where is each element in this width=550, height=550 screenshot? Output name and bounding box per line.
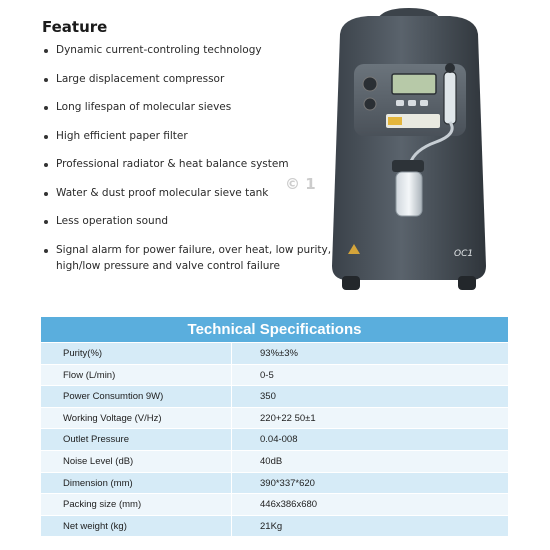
- spec-label: Net weight (kg): [41, 516, 231, 537]
- spec-label: Purity(%): [41, 343, 231, 364]
- feature-item-text: Large displacement compressor: [56, 72, 225, 85]
- feature-title: Feature: [42, 18, 108, 36]
- spec-value: 446x386x680: [231, 494, 508, 515]
- bullet-icon: [44, 220, 48, 224]
- key-1: [396, 100, 404, 106]
- feature-item: [44, 242, 344, 282]
- key-2: [408, 100, 416, 106]
- feature-item-text: Dynamic current-controling technology: [56, 44, 262, 56]
- humidifier-bottle: [396, 172, 422, 216]
- watermark: © 1: [285, 175, 316, 193]
- power-button: [363, 77, 377, 91]
- spec-value: 40dB: [231, 451, 508, 472]
- spec-value: 0-5: [231, 365, 508, 386]
- bullet-icon: [44, 106, 48, 110]
- spec-value: 21Kg: [231, 516, 508, 537]
- model-badge: OC1: [454, 249, 474, 259]
- bullet-icon: [44, 135, 48, 139]
- spec-label: Noise Level (dB): [41, 451, 231, 472]
- spec-label: Outlet Pressure: [41, 429, 231, 450]
- feature-item-text: Water & dust proof molecular sieve tank: [56, 186, 269, 199]
- spec-label: Flow (L/min): [41, 365, 231, 386]
- flowmeter-knob: [445, 63, 455, 73]
- table-row: [41, 364, 508, 386]
- spec-label: Working Voltage (V/Hz): [41, 408, 231, 429]
- feature-item: [44, 213, 344, 242]
- humidifier-cap: [392, 160, 424, 172]
- bullet-icon: [44, 192, 48, 196]
- bullet-icon: [44, 163, 48, 167]
- feature-item: [44, 71, 344, 100]
- table-row: [41, 450, 508, 472]
- table-row: [41, 515, 508, 537]
- spec-label: Dimension (mm): [41, 473, 231, 494]
- spec-value: 93%±3%: [231, 343, 508, 364]
- spec-value: 350: [231, 386, 508, 407]
- brand-sticker: [388, 117, 402, 125]
- wheel-right: [458, 276, 476, 290]
- table-row: [41, 385, 508, 407]
- spec-value: 220+22 50±1: [231, 408, 508, 429]
- table-row: [41, 342, 508, 364]
- feature-item: [44, 128, 344, 157]
- specs-header: Technical Specifications: [41, 317, 508, 342]
- spec-label: Packing size (mm): [41, 494, 231, 515]
- table-row: [41, 428, 508, 450]
- spec-value: 0.04-008: [231, 429, 508, 450]
- table-row: [41, 407, 508, 429]
- key-3: [420, 100, 428, 106]
- device-body: [332, 16, 486, 280]
- feature-list: [44, 42, 344, 282]
- feature-item-text: High efficient paper filter: [56, 129, 188, 142]
- lcd-display: [392, 74, 436, 94]
- spec-value: 390*337*620: [231, 473, 508, 494]
- oxygen-concentrator-image: [318, 4, 500, 294]
- feature-item: [44, 42, 344, 71]
- bullet-icon: [44, 249, 48, 253]
- technical-specifications-table: [41, 317, 508, 536]
- flowmeter: [444, 72, 456, 124]
- feature-item: [44, 99, 344, 128]
- oxygen-concentrator-illustration: [318, 4, 500, 294]
- feature-item-text: Long lifespan of molecular sieves: [56, 101, 232, 113]
- wheel-left: [342, 276, 360, 290]
- feature-item-text: Less operation sound: [56, 215, 169, 227]
- bullet-icon: [44, 78, 48, 82]
- feature-item-text: Signal alarm for power failure, over heat, low purity, high/low pressure and valve control failure: [56, 243, 332, 272]
- spec-label: Power Consumtion 9W): [41, 386, 231, 407]
- mode-button: [364, 98, 376, 110]
- bullet-icon: [44, 49, 48, 53]
- feature-item-text: Professional radiator & heat balance system: [56, 158, 289, 170]
- table-row: [41, 472, 508, 494]
- table-row: [41, 493, 508, 515]
